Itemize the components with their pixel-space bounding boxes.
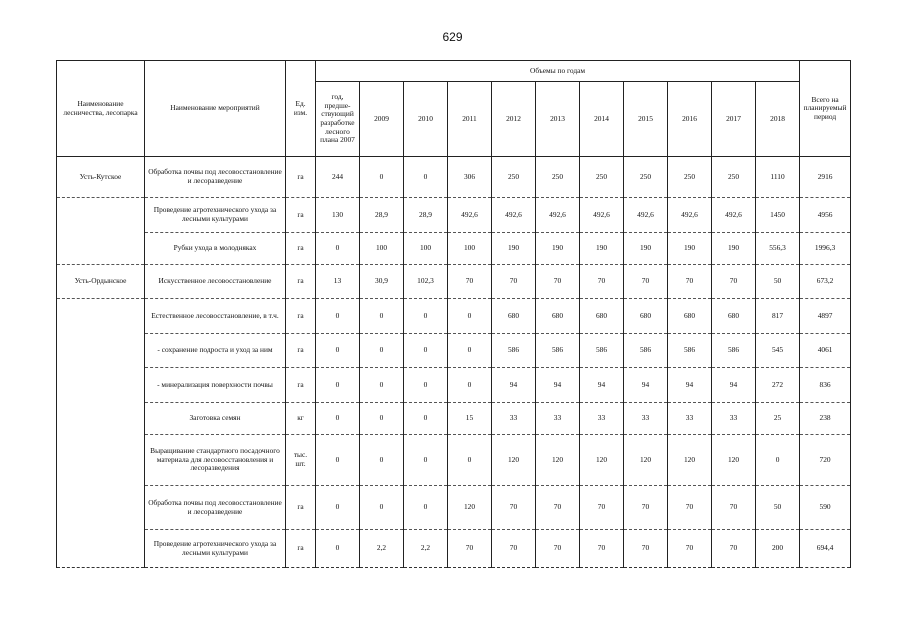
- header-year: 2009: [360, 82, 404, 157]
- value-cell: 1450: [756, 198, 800, 233]
- value-cell: 492,6: [492, 198, 536, 233]
- value-cell: 28,9: [360, 198, 404, 233]
- header-year: 2018: [756, 82, 800, 157]
- value-cell: 0: [316, 435, 360, 486]
- value-cell: 586: [492, 334, 536, 368]
- value-cell: 586: [536, 334, 580, 368]
- value-cell: 680: [492, 299, 536, 334]
- value-cell: 545: [756, 334, 800, 368]
- header-forestry: Наименование лесничества, лесопарка: [57, 61, 145, 157]
- value-cell: 1996,3: [800, 233, 851, 265]
- header-activity: Наименование мероприятий: [145, 61, 286, 157]
- value-cell: 70: [668, 486, 712, 530]
- value-cell: 680: [712, 299, 756, 334]
- value-cell: 0: [404, 299, 448, 334]
- table-row: [57, 368, 851, 403]
- header-unit: Ед. изм.: [286, 61, 316, 157]
- header-prev-year: год, предше-ствующий разработке лесного плана 2007: [316, 82, 360, 157]
- value-cell: 492,6: [712, 198, 756, 233]
- value-cell: 70: [492, 530, 536, 568]
- value-cell: 556,3: [756, 233, 800, 265]
- value-cell: 120: [712, 435, 756, 486]
- forestry-cell: [57, 486, 145, 530]
- header-year: 2010: [404, 82, 448, 157]
- value-cell: 130: [316, 198, 360, 233]
- value-cell: 94: [536, 368, 580, 403]
- activity-cell: Обработка почвы под лесовосстановление и лесоразведение: [145, 157, 286, 198]
- forestry-cell: [57, 435, 145, 486]
- activity-cell: Проведение агротехнического ухода за лесными культурами: [145, 530, 286, 568]
- value-cell: 70: [448, 265, 492, 299]
- forestry-cell: [57, 403, 145, 435]
- value-cell: 70: [536, 486, 580, 530]
- value-cell: 0: [360, 403, 404, 435]
- value-cell: 1110: [756, 157, 800, 198]
- activity-cell: Естественное лесовосстановление, в т.ч.: [145, 299, 286, 334]
- value-cell: 50: [756, 486, 800, 530]
- activity-cell: Рубки ухода в молодняках: [145, 233, 286, 265]
- value-cell: 200: [756, 530, 800, 568]
- value-cell: 0: [316, 486, 360, 530]
- forestry-cell: [57, 198, 145, 233]
- activity-cell: Заготовка семян: [145, 403, 286, 435]
- value-cell: 70: [668, 265, 712, 299]
- value-cell: 190: [580, 233, 624, 265]
- value-cell: 70: [492, 265, 536, 299]
- value-cell: 33: [492, 403, 536, 435]
- value-cell: 28,9: [404, 198, 448, 233]
- value-cell: 120: [492, 435, 536, 486]
- value-cell: 2,2: [404, 530, 448, 568]
- forestry-cell: [57, 299, 145, 334]
- value-cell: 190: [536, 233, 580, 265]
- unit-cell: га: [286, 334, 316, 368]
- table-row: [57, 265, 851, 299]
- value-cell: 0: [316, 530, 360, 568]
- activity-cell: Обработка почвы под лесовосстановление и лесоразведение: [145, 486, 286, 530]
- value-cell: 250: [624, 157, 668, 198]
- value-cell: 100: [360, 233, 404, 265]
- value-cell: 492,6: [668, 198, 712, 233]
- value-cell: 0: [360, 299, 404, 334]
- value-cell: 33: [580, 403, 624, 435]
- value-cell: 0: [360, 334, 404, 368]
- value-cell: 190: [712, 233, 756, 265]
- value-cell: 586: [624, 334, 668, 368]
- value-cell: 250: [712, 157, 756, 198]
- value-cell: 102,3: [404, 265, 448, 299]
- value-cell: 120: [448, 486, 492, 530]
- value-cell: 586: [712, 334, 756, 368]
- value-cell: 70: [536, 265, 580, 299]
- value-cell: 0: [360, 157, 404, 198]
- value-cell: 244: [316, 157, 360, 198]
- value-cell: 70: [624, 486, 668, 530]
- value-cell: 0: [404, 157, 448, 198]
- value-cell: 70: [492, 486, 536, 530]
- value-cell: 70: [624, 530, 668, 568]
- table-row: [57, 198, 851, 233]
- value-cell: 120: [624, 435, 668, 486]
- header-year: 2014: [580, 82, 624, 157]
- value-cell: 190: [668, 233, 712, 265]
- value-cell: 120: [580, 435, 624, 486]
- forestry-cell: [57, 368, 145, 403]
- value-cell: 492,6: [448, 198, 492, 233]
- value-cell: 272: [756, 368, 800, 403]
- header-year: 2017: [712, 82, 756, 157]
- value-cell: 100: [448, 233, 492, 265]
- unit-cell: кг: [286, 403, 316, 435]
- value-cell: 250: [580, 157, 624, 198]
- unit-cell: га: [286, 157, 316, 198]
- value-cell: 190: [624, 233, 668, 265]
- value-cell: 190: [492, 233, 536, 265]
- value-cell: 0: [404, 368, 448, 403]
- table-row: [57, 435, 851, 486]
- value-cell: 586: [580, 334, 624, 368]
- activity-cell: Выращивание стандартного посадочного материала для лесовосстановления и лесоразведения: [145, 435, 286, 486]
- value-cell: 50: [756, 265, 800, 299]
- value-cell: 306: [448, 157, 492, 198]
- value-cell: 0: [360, 435, 404, 486]
- unit-cell: тыс. шт.: [286, 435, 316, 486]
- value-cell: 33: [536, 403, 580, 435]
- table-row: [57, 530, 851, 568]
- activity-cell: - сохранение подроста и уход за ним: [145, 334, 286, 368]
- activity-cell: Проведение агротехнического ухода за лесными культурами: [145, 198, 286, 233]
- value-cell: 94: [668, 368, 712, 403]
- activity-cell: - минерализация поверхности почвы: [145, 368, 286, 403]
- value-cell: 0: [316, 403, 360, 435]
- header-total: Всего на планируемый период: [800, 61, 851, 157]
- value-cell: 4061: [800, 334, 851, 368]
- value-cell: 238: [800, 403, 851, 435]
- header-year: 2016: [668, 82, 712, 157]
- value-cell: 0: [404, 486, 448, 530]
- forest-plan-table: [56, 60, 851, 568]
- value-cell: 15: [448, 403, 492, 435]
- table-row: [57, 157, 851, 198]
- value-cell: 590: [800, 486, 851, 530]
- value-cell: 694,4: [800, 530, 851, 568]
- header-volumes: Объемы по годам: [316, 61, 800, 82]
- value-cell: 492,6: [580, 198, 624, 233]
- value-cell: 673,2: [800, 265, 851, 299]
- value-cell: 250: [668, 157, 712, 198]
- value-cell: 70: [712, 486, 756, 530]
- value-cell: 0: [316, 368, 360, 403]
- page-number: 629: [442, 30, 463, 44]
- value-cell: 94: [492, 368, 536, 403]
- unit-cell: га: [286, 530, 316, 568]
- forestry-cell: [57, 530, 145, 568]
- unit-cell: га: [286, 198, 316, 233]
- header-year: 2013: [536, 82, 580, 157]
- value-cell: 2,2: [360, 530, 404, 568]
- value-cell: 250: [492, 157, 536, 198]
- value-cell: 680: [668, 299, 712, 334]
- value-cell: 33: [624, 403, 668, 435]
- value-cell: 94: [580, 368, 624, 403]
- forestry-cell: [57, 334, 145, 368]
- value-cell: 2916: [800, 157, 851, 198]
- value-cell: 70: [668, 530, 712, 568]
- value-cell: 0: [448, 435, 492, 486]
- value-cell: 0: [404, 334, 448, 368]
- value-cell: 0: [448, 299, 492, 334]
- table-row: [57, 403, 851, 435]
- header-year: 2011: [448, 82, 492, 157]
- value-cell: 817: [756, 299, 800, 334]
- value-cell: 250: [536, 157, 580, 198]
- value-cell: 720: [800, 435, 851, 486]
- value-cell: 836: [800, 368, 851, 403]
- value-cell: 70: [580, 486, 624, 530]
- value-cell: 0: [316, 299, 360, 334]
- unit-cell: га: [286, 486, 316, 530]
- value-cell: 70: [580, 265, 624, 299]
- value-cell: 586: [668, 334, 712, 368]
- unit-cell: га: [286, 368, 316, 403]
- value-cell: 120: [536, 435, 580, 486]
- value-cell: 680: [580, 299, 624, 334]
- value-cell: 0: [404, 403, 448, 435]
- value-cell: 0: [756, 435, 800, 486]
- table-row: [57, 334, 851, 368]
- value-cell: 70: [448, 530, 492, 568]
- value-cell: 120: [668, 435, 712, 486]
- value-cell: 70: [712, 530, 756, 568]
- value-cell: 0: [448, 368, 492, 403]
- value-cell: 0: [360, 368, 404, 403]
- value-cell: 0: [448, 334, 492, 368]
- table-row: [57, 233, 851, 265]
- activity-cell: Искусственное лесовосстановление: [145, 265, 286, 299]
- table-row: [57, 486, 851, 530]
- value-cell: 4897: [800, 299, 851, 334]
- value-cell: 30,9: [360, 265, 404, 299]
- table-body: [57, 157, 851, 568]
- value-cell: 680: [536, 299, 580, 334]
- value-cell: 70: [712, 265, 756, 299]
- value-cell: 33: [668, 403, 712, 435]
- value-cell: 492,6: [536, 198, 580, 233]
- value-cell: 33: [712, 403, 756, 435]
- value-cell: 94: [624, 368, 668, 403]
- value-cell: 70: [580, 530, 624, 568]
- header-year: 2015: [624, 82, 668, 157]
- value-cell: 0: [404, 435, 448, 486]
- forestry-cell: Усть-Ордынское: [57, 265, 145, 299]
- table-row: [57, 299, 851, 334]
- value-cell: 4956: [800, 198, 851, 233]
- value-cell: 100: [404, 233, 448, 265]
- unit-cell: га: [286, 299, 316, 334]
- value-cell: 0: [360, 486, 404, 530]
- value-cell: 492,6: [624, 198, 668, 233]
- unit-cell: га: [286, 265, 316, 299]
- value-cell: 0: [316, 233, 360, 265]
- value-cell: 13: [316, 265, 360, 299]
- value-cell: 94: [712, 368, 756, 403]
- value-cell: 0: [316, 334, 360, 368]
- value-cell: 25: [756, 403, 800, 435]
- value-cell: 680: [624, 299, 668, 334]
- forestry-cell: [57, 233, 145, 265]
- forestry-cell: Усть-Кутское: [57, 157, 145, 198]
- unit-cell: га: [286, 233, 316, 265]
- value-cell: 70: [536, 530, 580, 568]
- header-year: 2012: [492, 82, 536, 157]
- value-cell: 70: [624, 265, 668, 299]
